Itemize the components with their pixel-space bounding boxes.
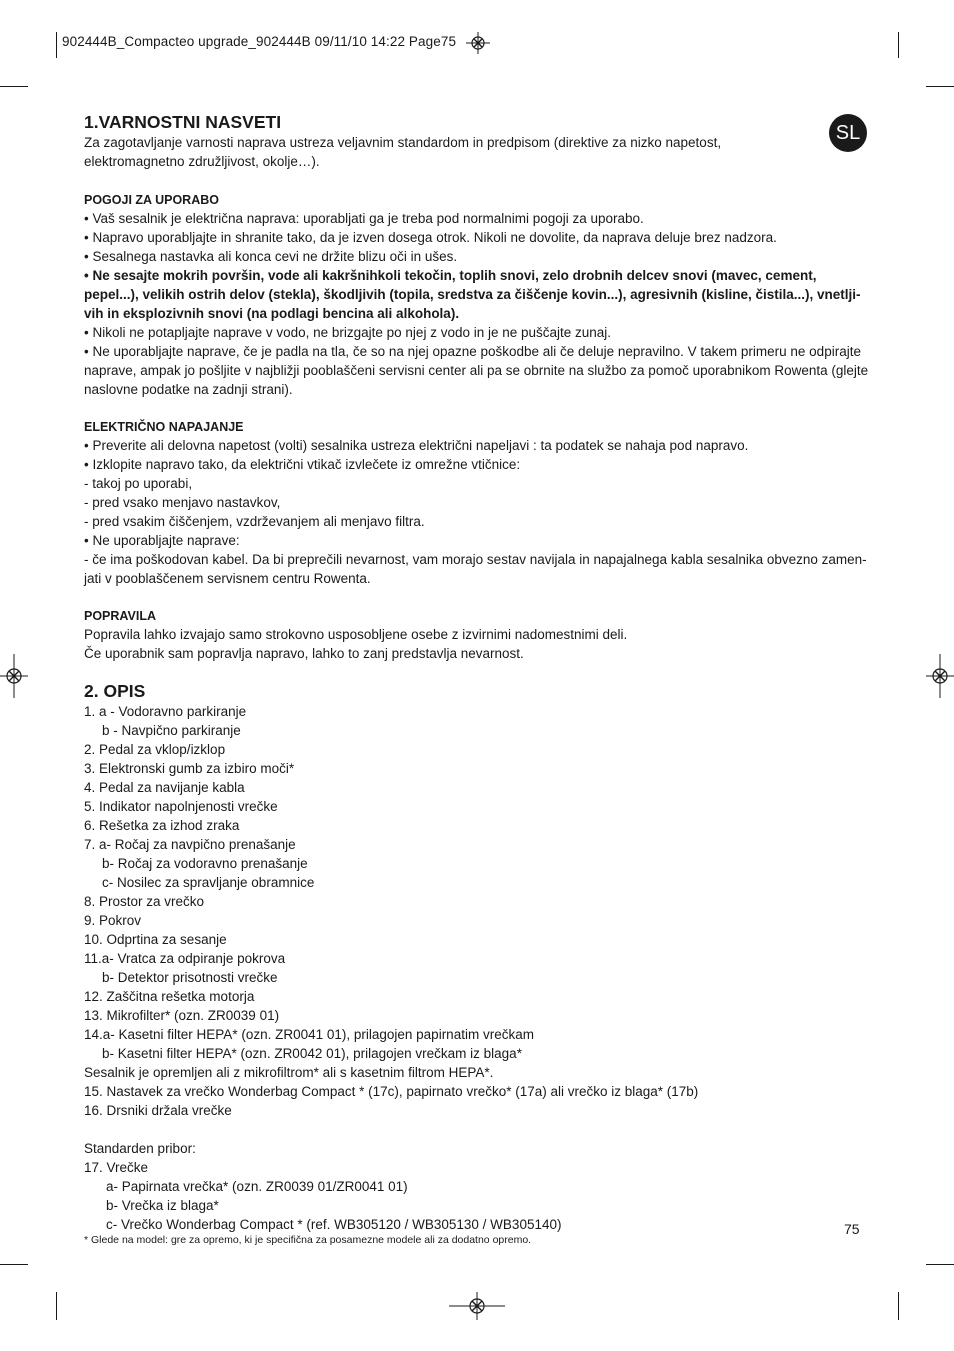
subheading-power-supply: ELEKTRIČNO NAPAJANJE: [84, 420, 244, 434]
list-item: 1. a - Vodoravno parkiranje: [84, 704, 247, 719]
crop-mark: [926, 86, 954, 87]
list-item: 11.a- Vratca za odpiranje pokrova: [84, 951, 286, 966]
crop-mark: [898, 32, 899, 58]
list-item: 9. Pokrov: [84, 913, 142, 928]
list-item: 4. Pedal za navijanje kabla: [84, 780, 245, 795]
list-item: c- Nosilec za spravljanje obramnice: [102, 875, 315, 890]
list-item-bold: pepel...), velikih ostrih delov (stekla), škodljivih (topila, sredstva za čiščenje kovin...), agresivnih (kisline, čistila...), vnetlji-: [84, 287, 861, 302]
language-badge: SL: [829, 114, 867, 152]
list-item: - če ima poškodovan kabel. Da bi preprečili nevarnost, vam morajo sestav navijala in napajalnega kabla sesalnika obvezno zamen-: [84, 552, 867, 567]
crop-mark: [56, 32, 57, 58]
list-item: • Ne uporabljajte naprave:: [84, 533, 240, 548]
paragraph: Za zagotavljanje varnosti naprava ustreza veljavnim standardom in predpisom (direktive za nizko napetost,: [84, 135, 722, 150]
subheading-repairs: POPRAVILA: [84, 609, 156, 623]
list-item: • Vaš sesalnik je električna naprava: uporabljati ga je treba pod normalnimi pogoji za uporabo.: [84, 211, 644, 226]
registration-mark-icon: [449, 1292, 505, 1320]
crop-mark: [0, 86, 28, 87]
list-item: 17. Vrečke: [84, 1160, 149, 1175]
list-item: • Nikoli ne potapljajte naprave v vodo, ne brizgajte po njej z vodo in je ne puščajte zunaj.: [84, 325, 612, 340]
list-item: b- Ročaj za vodoravno prenašanje: [102, 856, 308, 871]
accessories-label: Standarden pribor:: [84, 1141, 196, 1156]
crop-mark: [56, 1292, 57, 1320]
list-item: jati v pooblaščenem servisnem centru Rowenta.: [84, 571, 371, 586]
section-title-safety: 1.VARNOSTNI NASVETI: [84, 112, 282, 132]
list-item: • Sesalnega nastavka ali konca cevi ne držite blizu oči in ušes.: [84, 249, 458, 264]
paragraph: elektromagnetno združljivost, okolje…).: [84, 154, 320, 169]
registration-mark-icon: [926, 654, 954, 698]
list-item: naprave, ampak jo pošljite v najbližji pooblaščeni servisni center ali pa se obrnite na službo za pomoč uporabnikom Rowenta (glejte: [84, 363, 869, 378]
list-item: b- Kasetni filter HEPA* (ozn. ZR0042 01), prilagojen vrečkam iz blaga*: [102, 1046, 522, 1061]
list-item: • Napravo uporabljajte in shranite tako, da je izven dosega otrok. Nikoli ne dovolite, da naprava deluje brez nadzora.: [84, 230, 777, 245]
list-item: 14.a- Kasetni filter HEPA* (ozn. ZR0041 01), prilagojen papirnatim vrečkam: [84, 1027, 534, 1042]
paragraph: Če uporabnik sam popravlja napravo, lahko to zanj predstavlja nevarnost.: [84, 646, 524, 661]
list-item: 15. Nastavek za vrečko Wonderbag Compact * (17c), papirnato vrečko* (17a) ali vrečko iz blaga* (17b): [84, 1084, 699, 1099]
list-item: - takoj po uporabi,: [84, 476, 193, 491]
page-number: 75: [844, 1221, 860, 1237]
paragraph: Popravila lahko izvajajo samo strokovno usposobljene osebe z izvirnimi nadomestnimi deli.: [84, 627, 628, 642]
crop-mark: [898, 1292, 899, 1320]
list-item-bold: • Ne sesajte mokrih površin, vode ali kakršnihkoli tekočin, toplih snovi, zelo drobnih delcev snovi (mavec, cement,: [84, 268, 817, 283]
list-item: b- Vrečka iz blaga*: [106, 1198, 219, 1213]
list-item: b - Navpično parkiranje: [102, 723, 241, 738]
list-item: 6. Rešetka za izhod zraka: [84, 818, 240, 833]
list-item: a- Papirnata vrečka* (ozn. ZR0039 01/ZR0041 01): [106, 1179, 408, 1194]
list-item: - pred vsako menjavo nastavkov,: [84, 495, 281, 510]
list-item: • Preverite ali delovna napetost (volti) sesalnika ustreza električni napeljavi : ta podatek se nahaja pod napravo.: [84, 438, 749, 453]
description-list: [84, 702, 874, 1120]
list-item: 5. Indikator napolnjenosti vrečke: [84, 799, 278, 814]
registration-mark-icon: [0, 654, 28, 698]
list-item: • Ne uporabljajte naprave, če je padla na tla, če so na njej opazne poškodbe ali če deluje nepravilno. V takem primeru ne odpirajte: [84, 344, 861, 359]
registration-mark-icon: [466, 32, 490, 54]
list-item: 10. Odprtina za sesanje: [84, 932, 227, 947]
list-item: 3. Elektronski gumb za izbiro moči*: [84, 761, 295, 776]
crop-mark: [0, 1264, 28, 1265]
accessories-list: [84, 1158, 874, 1234]
list-item: 8. Prostor za vrečko: [84, 894, 205, 909]
list-item: 7. a- Ročaj za navpično prenašanje: [84, 837, 296, 852]
list-item: - pred vsakim čiščenjem, vzdrževanjem ali menjavo filtra.: [84, 514, 425, 529]
list-item: Sesalnik je opremljen ali z mikrofiltrom* ali s kasetnim filtrom HEPA*.: [84, 1065, 494, 1080]
list-item: 2. Pedal za vklop/izklop: [84, 742, 226, 757]
list-item: naslovne podatke na zadnji strani).: [84, 382, 293, 397]
list-item-bold: vih in eksplozivnih snovi (na podlagi bencina ali alkohola).: [84, 306, 460, 321]
list-item: c- Vrečko Wonderbag Compact * (ref. WB305120 / WB305130 / WB305140): [106, 1217, 562, 1232]
section-title-description: 2. OPIS: [84, 681, 146, 701]
page-content: [84, 111, 874, 1234]
list-item: • Izklopite napravo tako, da električni vtikač izvlečete iz omrežne vtičnice:: [84, 457, 521, 472]
crop-mark: [926, 1264, 954, 1265]
list-item: 12. Zaščitna rešetka motorja: [84, 989, 255, 1004]
list-item: 13. Mikrofilter* (ozn. ZR0039 01): [84, 1008, 280, 1023]
list-item: 16. Drsniki držala vrečke: [84, 1103, 232, 1118]
print-slug: 902444B_Compacteo upgrade_902444B 09/11/10 14:22 Page75: [62, 34, 457, 49]
list-item: b- Detektor prisotnosti vrečke: [102, 970, 278, 985]
footnote: * Glede na model: gre za opremo, ki je specifična za posamezne modele ali za dodatno opremo.: [84, 1234, 532, 1246]
subheading-conditions: POGOJI ZA UPORABO: [84, 193, 219, 207]
